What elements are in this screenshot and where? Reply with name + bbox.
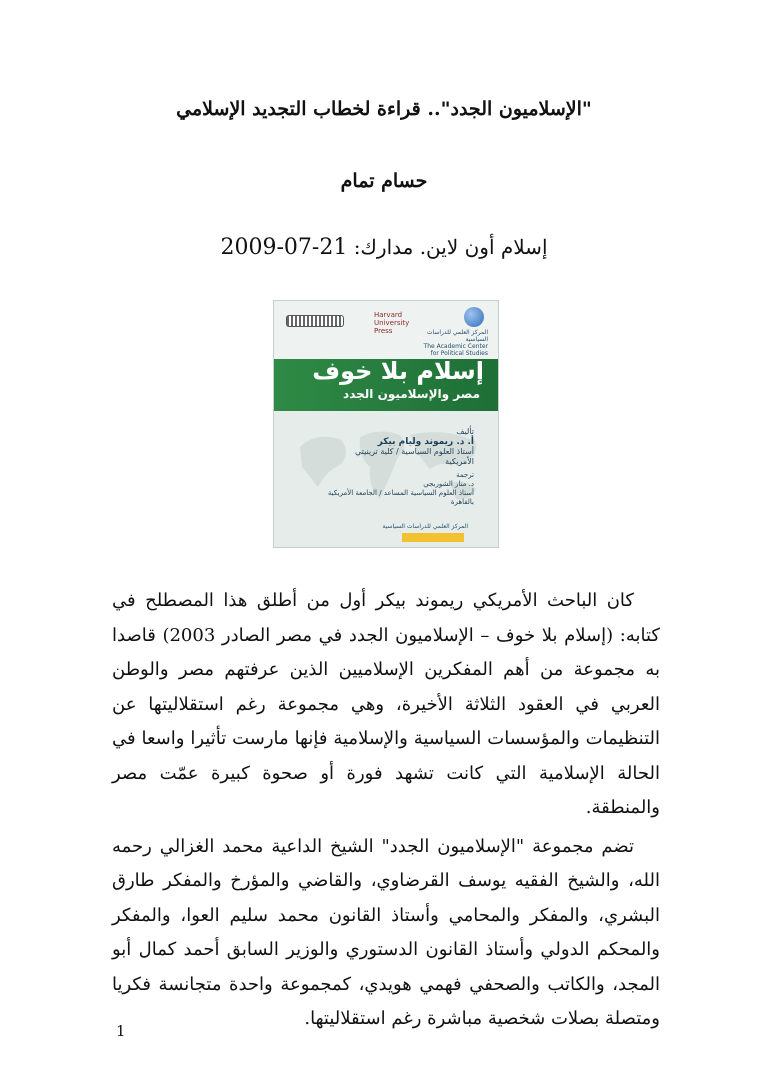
source-label: إسلام أون لاين. مدارك: bbox=[353, 235, 548, 259]
cover-byline bbox=[324, 427, 474, 467]
author-name: حسام تمام bbox=[340, 170, 428, 192]
cover-subtitle: مصر والإسلاميون الجدد bbox=[343, 387, 480, 401]
seal-icon bbox=[286, 315, 344, 327]
cover-tab bbox=[402, 533, 464, 542]
cover-publisher-en: The Academic Center for Political Studies bbox=[423, 343, 488, 357]
article-body bbox=[112, 584, 660, 1037]
cover-by-label: تأليف bbox=[456, 427, 474, 436]
globe-icon bbox=[464, 307, 484, 327]
cover-publisher-name: المركز العلمي للدراسات السياسية bbox=[426, 329, 488, 343]
source-line bbox=[0, 235, 768, 260]
cover-author: أ. د. ريموند وليام بيكر bbox=[377, 437, 474, 447]
cover-publisher bbox=[418, 329, 488, 357]
cover-translator: د. منار الشوربجي bbox=[423, 480, 474, 488]
paragraph: تضم مجموعة "الإسلاميون الجدد" الشيخ الداعية محمد الغزالي رحمه الله، والشيخ الفقيه يوسف القرضاوي، والقاضي والمؤرخ والمفكر طارق البشري، والمفكر والمحامي وأستاذ القانون محمد سليم العوا، والمفكر والمحكم الدولي وأستاذ القانون الدستوري والوزير السابق أحمد كمال أبو المجد، والكاتب والصحفي فهمي هويدي، كمجموعة واحدة متجانسة فكريا ومتصلة بصلات شخصية مباشرة رغم استقلاليتها. bbox=[112, 835, 660, 1029]
cover-footer: المركز العلمي للدراسات السياسية bbox=[382, 523, 468, 530]
cover-translation-label: ترجمة bbox=[456, 471, 474, 479]
publication-date: 2009-07-21 bbox=[220, 235, 348, 260]
cover-translator-role: أستاذ العلوم السياسية المساعد / الجامعة الأمريكية بالقاهرة bbox=[327, 489, 474, 506]
cover-harvard-press: Harvard University Press bbox=[374, 311, 410, 335]
page-number: 1 bbox=[116, 1022, 126, 1040]
cover-author-role: أستاذ العلوم السياسية / كلية ترينيتي الأمريكية bbox=[355, 447, 474, 466]
paragraph: كان الباحث الأمريكي ريموند بيكر أول من أطلق هذا المصطلح في كتابه: (إسلام بلا خوف – الإسلاميون الجدد في مصر الصادر 2003) قاصدا به مجموعة من أهم المفكرين الإسلاميين الذين عرفتهم مصر والوطن العربي في العقود الثلاثة الأخيرة، وهي مجموعة رغم استقلاليتها عن التنظيمات والمؤسسات السياسية والإسلامية فإنها مارست تأثيرا واسعا في الحالة الإسلامية التي كانت تشهد فورة أو صحوة كبيرة عمّت مصر والمنطقة. bbox=[112, 590, 661, 818]
cover-translation bbox=[314, 471, 474, 507]
book-cover-image bbox=[273, 300, 499, 548]
article-title: "الإسلاميون الجدد".. قراءة لخطاب التجديد الإسلامي bbox=[176, 98, 592, 120]
cover-title: إسلام بلا خوف bbox=[312, 357, 484, 385]
